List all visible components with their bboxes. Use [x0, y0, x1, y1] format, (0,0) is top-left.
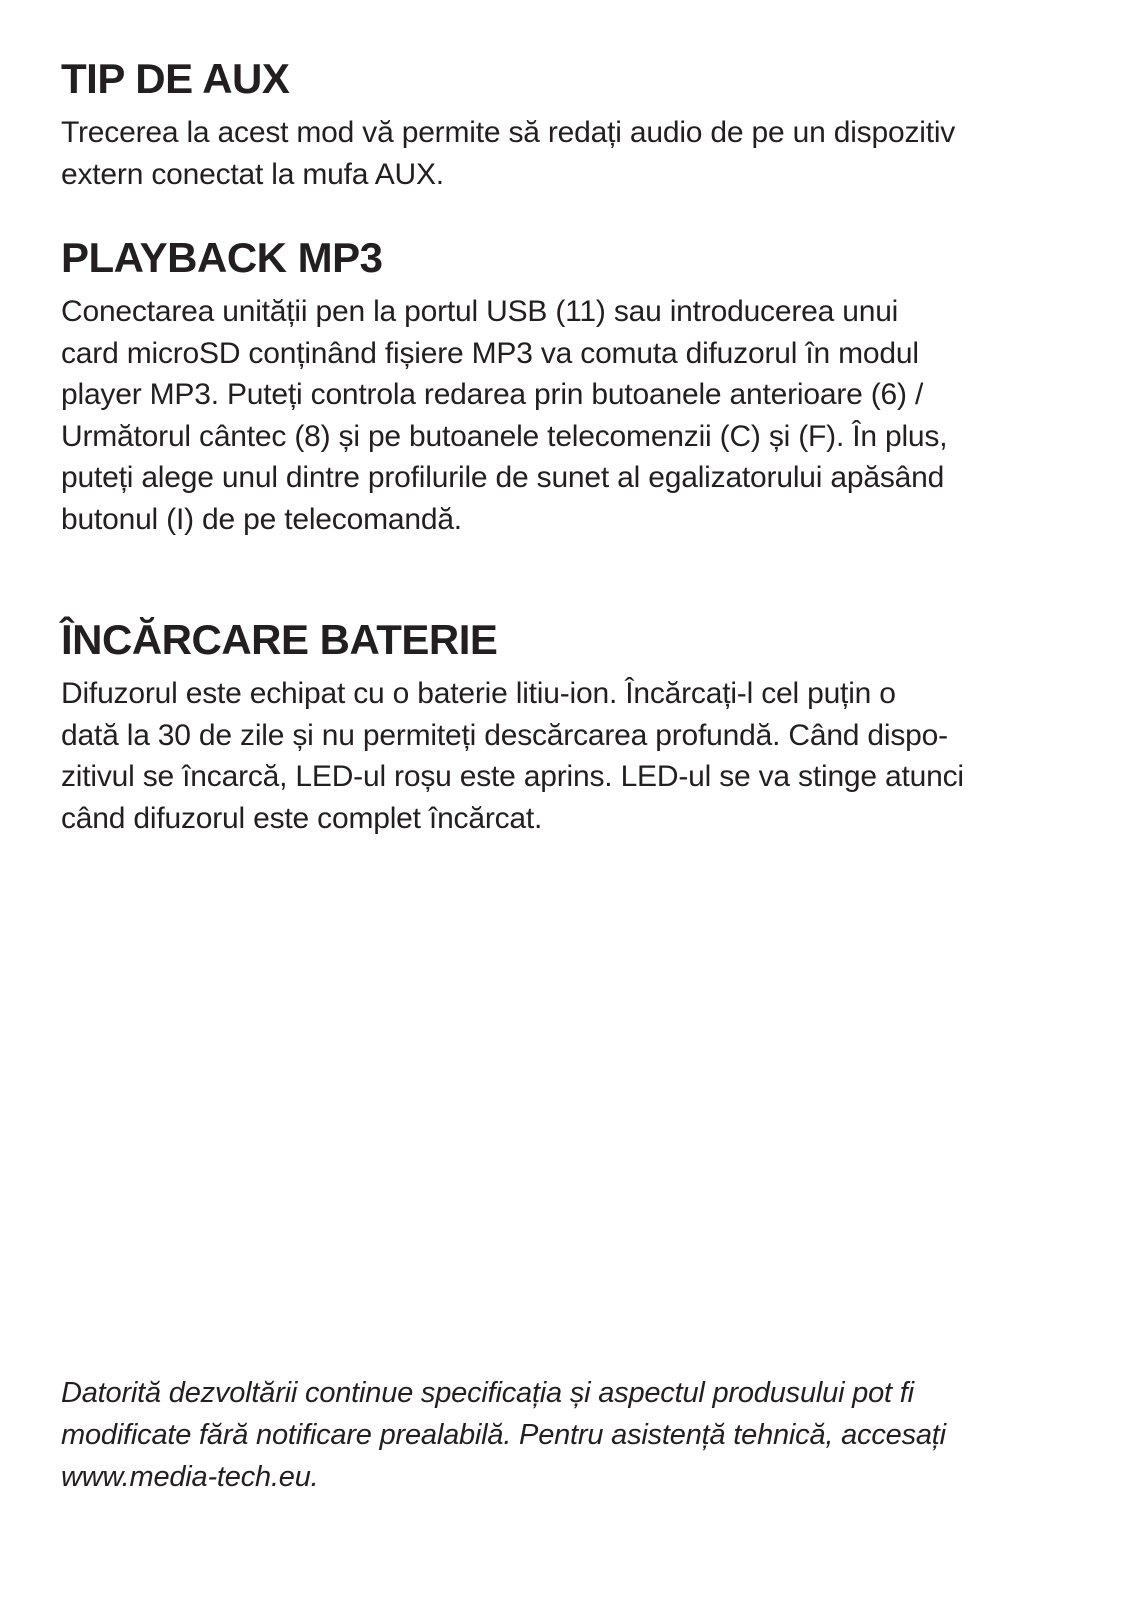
paragraph-line: butonul (I) de pe telecomandă.: [61, 502, 462, 536]
footer-disclaimer: [61, 1372, 1071, 1498]
paragraph-line: Difuzorul este echipat cu o baterie litiu-ion. Încărcați-l cel puțin o: [61, 677, 896, 710]
paragraph-line: puteți alege unul dintre profilurile de sunet al egalizatorului apăsând: [61, 461, 945, 494]
section-paragraph: [61, 112, 1071, 195]
section-heading: ÎNCĂRCARE BATERIE: [61, 616, 498, 663]
section-mp3-playback: [61, 234, 1071, 540]
paragraph-line: player MP3. Puteți controla redarea prin butoanele anterioare (6) /: [61, 378, 924, 411]
paragraph-line: când difuzorul este complet încărcat.: [61, 801, 543, 835]
paragraph-line: zitivul se încarcă, LED-ul roșu este aprins. LED-ul se va stinge atunci: [61, 760, 964, 793]
footer-line: modificate fără notificare prealabilă. Pentru asistență tehnică, accesați: [61, 1419, 946, 1451]
paragraph-line: Trecerea la acest mod vă permite să redați audio de pe un dispozitiv: [61, 116, 956, 149]
section-battery-charging: [61, 616, 1071, 839]
section-paragraph: [61, 673, 1071, 839]
section-paragraph: [61, 291, 1071, 540]
footer-line: www.media-tech.eu.: [61, 1461, 319, 1493]
paragraph-line: extern conectat la mufa AUX.: [61, 157, 444, 191]
paragraph-line: dată la 30 de zile și nu permiteți descărcarea profundă. Când dispo-: [61, 718, 948, 752]
paragraph-line: Conectarea unității pen la portul USB (11) sau introducerea unui: [61, 295, 899, 328]
paragraph-line: card microSD conținând fișiere MP3 va comuta difuzorul în modul: [61, 336, 919, 370]
footer-paragraph: [61, 1372, 1071, 1498]
section-heading: TIP DE AUX: [61, 55, 290, 102]
section-heading: PLAYBACK MP3: [61, 234, 383, 281]
section-aux-mode: [61, 55, 1071, 195]
paragraph-line: Următorul cântec (8) și pe butoanele telecomenzii (C) și (F). În plus,: [61, 419, 948, 453]
footer-line: Datorită dezvoltării continue specificația și aspectul produsului pot fi: [61, 1377, 914, 1409]
